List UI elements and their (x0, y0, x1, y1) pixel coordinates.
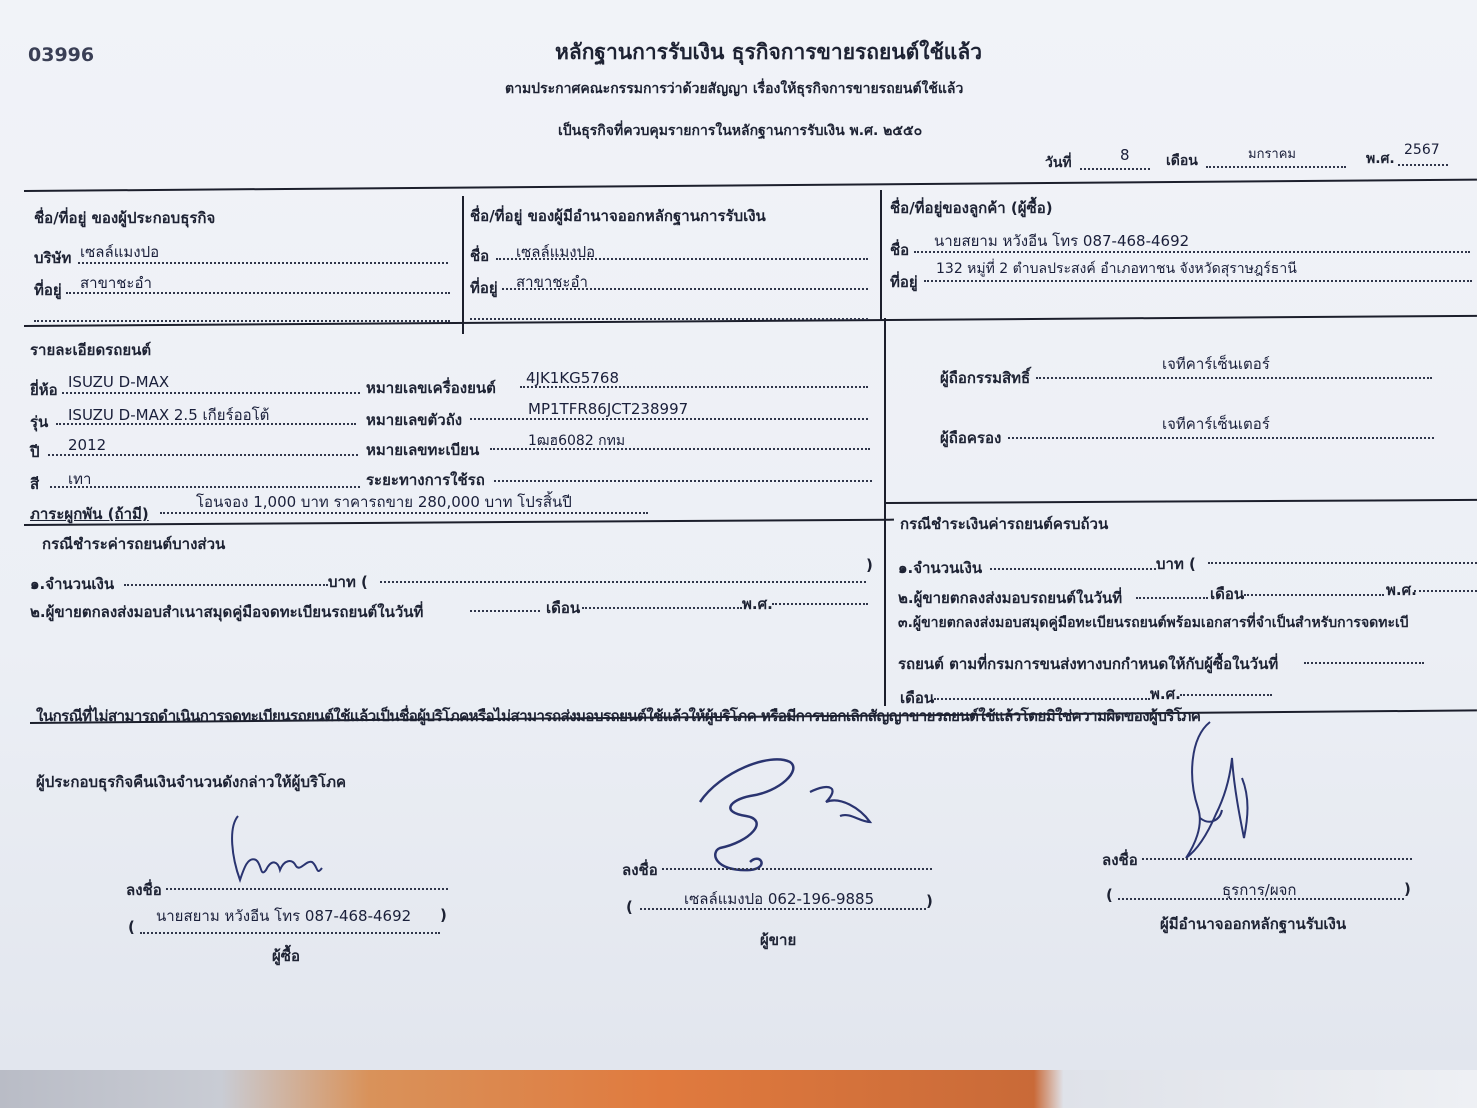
issuer-heading: ชื่อ/ที่อยู่ ของผู้มีอำนาจออกหลักฐานการรับเงิน (470, 207, 766, 225)
partial-month-label: เดือน (546, 599, 581, 617)
vehicle-encumbrance-label: ภาระผูกพัน (ถ้ามี) (30, 505, 149, 523)
vehicle-model-value: ISUZU D-MAX 2.5 เกียร์ออโต้ (68, 406, 270, 424)
full-month-dots (1244, 594, 1384, 596)
holder-value: เจทีคาร์เซ็นเตอร์ (1162, 415, 1270, 433)
document-subtitle: ตามประกาศคณะกรรมการว่าด้วยสัญญา เรื่องให้ธุรกิจการขายรถยนต์ใช้แล้ว (505, 81, 964, 97)
vehicle-plate-value: 1ฒฮ6082 กทม (528, 433, 626, 449)
full-last-month-label: เดือน (900, 689, 935, 707)
business-address-value: สาขาชะอำ (80, 274, 152, 292)
full-delivery-text: ๒.ผู้ขายตกลงส่งมอบรถยนต์ในวันที่ (898, 589, 1123, 607)
seller-signature (690, 752, 890, 882)
customer-address-value: 132 หมู่ที่ 2 ตำบลประสงค์ อำเภอทาชน จังหวัดสุราษฎร์ธานี (936, 261, 1297, 277)
vehicle-color-value: เทา (68, 470, 92, 488)
buyer-signature (226, 808, 336, 888)
customer-name-label: ชื่อ (890, 241, 910, 259)
full-day-dots (1136, 597, 1208, 599)
full-documents-text: ๓.ผู้ขายตกลงส่งมอบสมุดคู่มือทะเบียนรถยนต์พร้อมเอกสารที่จำเป็นสำหรับการจดทะเบี (898, 615, 1409, 631)
full-transport-dots (1304, 662, 1424, 664)
header-col-divider-2 (880, 190, 882, 320)
seller-role: ผู้ขาย (760, 931, 797, 949)
seller-open-paren: ( (626, 898, 633, 916)
full-amount-unit: บาท ( (1156, 555, 1196, 573)
vehicle-chassis-dots (470, 418, 868, 420)
business-company-value: เซลล์แมงปอ (80, 243, 160, 261)
body-col-divider (884, 318, 886, 706)
full-amount-label: ๑.จำนวนเงิน (898, 559, 983, 577)
owner-dots (1036, 377, 1432, 379)
buyer-name: นายสยาม หวังอีน โทร 087-468-4692 (156, 907, 412, 925)
vehicle-model-label: รุ่น (30, 413, 49, 431)
business-blank-dots (34, 320, 450, 322)
holder-dots (1008, 437, 1434, 439)
issuer-address-value: สาขาชะอำ (516, 273, 588, 291)
buyer-sign-dots (166, 888, 448, 890)
business-heading: ชื่อ/ที่อยู่ ของผู้ประกอบธุรกิจ (34, 209, 216, 227)
document-subtitle-2: เป็นธุรกิจที่ควบคุมรายการในหลักฐานการรับเงิน พ.ศ. ๒๕๕๐ (558, 123, 923, 139)
full-payment-heading: กรณีชำระเงินค่ารถยนต์ครบถ้วน (900, 515, 1109, 533)
full-year-dots (1414, 590, 1477, 592)
customer-name-value: นายสยาม หวังอีน โทร 087-468-4692 (934, 232, 1190, 250)
date-day-value: 8 (1120, 146, 1130, 164)
vehicle-year-label: ปี (30, 443, 40, 461)
owner-label: ผู้ถือกรรมสิทธิ์ (940, 369, 1031, 387)
vehicle-mileage-label: ระยะทางการใช้รถ (366, 471, 485, 489)
date-year-value: 2567 (1404, 142, 1440, 158)
issuer-open-paren: ( (1106, 886, 1113, 904)
refund-clause-line-1: ในกรณีที่ไม่สามารถดำเนินการจดทะเบียนรถยนต์ใช้แล้วเป็นชื่อผู้บริโภคหรือไม่สามารถส่งมอบรถยนต์ใช้แล้วให้ผู้บริโภค หรือมีการบอกเลิกสัญญาขายรถยนต์ใช้แล้วโดยมิใช่ความผิดของผู้บริโภค (36, 707, 1201, 725)
full-month-label: เดือน (1210, 585, 1245, 603)
full-year-label: พ.ศ. (1386, 581, 1417, 599)
partial-amount-label: ๑.จำนวนเงิน (30, 575, 115, 593)
partial-year-dots (772, 603, 868, 605)
vehicle-heading: รายละเอียดรถยนต์ (30, 341, 152, 359)
vehicle-year-value: 2012 (68, 436, 107, 454)
buyer-name-dots (140, 932, 440, 934)
date-month-label: เดือน (1166, 153, 1198, 169)
issuer-sign-dots (1142, 858, 1412, 860)
date-year-dots (1398, 164, 1448, 166)
partial-words-dots (380, 581, 866, 583)
seller-name: เซลล์แมงปอ 062-196-9885 (684, 890, 875, 908)
refund-clause-line-2: ผู้ประกอบธุรกิจคืนเงินจำนวนดังกล่าวให้ผู้บริโภค (36, 773, 346, 791)
vehicle-year-dots (48, 454, 358, 456)
date-month-dots (1206, 166, 1346, 168)
business-address-label: ที่อยู่ (34, 281, 62, 299)
date-month-value: มกราคม (1248, 147, 1296, 162)
business-company-label: บริษัท (34, 249, 72, 267)
issuer-close-paren: ) (1404, 880, 1411, 898)
vehicle-brand-dots (62, 392, 360, 394)
vehicle-brand-label: ยี่ห้อ (30, 381, 58, 399)
buyer-sign-label: ลงชื่อ (126, 881, 162, 899)
date-day-label: วันที่ (1045, 155, 1072, 171)
seller-close-paren: ) (926, 892, 933, 910)
seller-sign-dots (662, 868, 932, 870)
issuer-sign-name: ธุรการ/ผจก (1222, 881, 1297, 899)
issuer-sign-label: ลงชื่อ (1102, 851, 1138, 869)
buyer-close-paren: ) (440, 906, 447, 924)
customer-heading: ชื่อ/ที่อยู่ของลูกค้า (ผู้ซื้อ) (890, 199, 1053, 217)
partial-amount-close: ) (866, 556, 873, 574)
full-last-month-dots (934, 698, 1150, 700)
issuer-name-label: ชื่อ (470, 247, 490, 265)
vehicle-brand-value: ISUZU D-MAX (68, 373, 170, 391)
customer-address-label: ที่อยู่ (890, 273, 918, 291)
full-words-dots (1208, 562, 1477, 564)
partial-delivery-text: ๒.ผู้ขายตกลงส่งมอบสำเนาสมุดคู่มือจดทะเบียนรถยนต์ในวันที่ (30, 603, 424, 621)
vehicle-mileage-dots (494, 480, 872, 482)
vehicle-chassis-value: MP1TFR86JCT238997 (528, 400, 689, 418)
full-amount-dots (990, 568, 1156, 570)
full-transport-text: รถยนต์ ตามที่กรมการขนส่งทางบกกำหนดให้กับผู้ซื้อในวันที่ (898, 655, 1279, 673)
issuer-address-label: ที่อยู่ (470, 279, 498, 297)
holder-label: ผู้ถือครอง (940, 429, 1002, 447)
vehicle-engine-label: หมายเลขเครื่องยนต์ (366, 379, 496, 397)
document-number: 03996 (28, 44, 95, 66)
owner-value: เจทีคาร์เซ็นเตอร์ (1162, 355, 1270, 373)
vehicle-engine-value: 4JK1KG5768 (526, 369, 619, 387)
buyer-open-paren: ( (128, 918, 135, 936)
issuer-role: ผู้มีอำนาจออกหลักฐานรับเงิน (1160, 915, 1347, 933)
document-title: หลักฐานการรับเงิน ธุรกิจการขายรถยนต์ใช้แล้ว (555, 40, 983, 64)
seller-sign-label: ลงชื่อ (622, 861, 658, 879)
partial-amount-unit: บาท ( (328, 573, 368, 591)
vehicle-color-label: สี (30, 475, 40, 493)
date-day-dots (1080, 168, 1150, 170)
partial-amount-dots (124, 584, 328, 586)
partial-year-label: พ.ศ. (742, 595, 773, 613)
full-last-year-label: พ.ศ. (1150, 685, 1181, 703)
vehicle-color-dots (50, 486, 360, 488)
issuer-blank-dots (470, 318, 868, 320)
issuer-name-value: เซลล์แมงปอ (516, 243, 596, 261)
vehicle-chassis-label: หมายเลขตัวถัง (366, 411, 463, 429)
partial-day-dots (470, 610, 540, 612)
vehicle-plate-label: หมายเลขทะเบียน (366, 441, 480, 459)
issuer-signature (1170, 718, 1260, 868)
partial-month-dots (582, 607, 742, 609)
customer-address-dots (924, 280, 1472, 282)
full-last-year-dots (1180, 694, 1272, 696)
header-col-divider-1 (462, 196, 464, 334)
date-year-label: พ.ศ. (1366, 151, 1395, 167)
buyer-role: ผู้ซื้อ (272, 947, 300, 965)
vehicle-encumbrance-value: โอนจอง 1,000 บาท ราคารถขาย 280,000 บาท โปรสิ้นปี (196, 493, 572, 511)
background-strip (0, 1070, 1477, 1108)
partial-payment-heading: กรณีชำระค่ารถยนต์บางส่วน (42, 535, 226, 553)
